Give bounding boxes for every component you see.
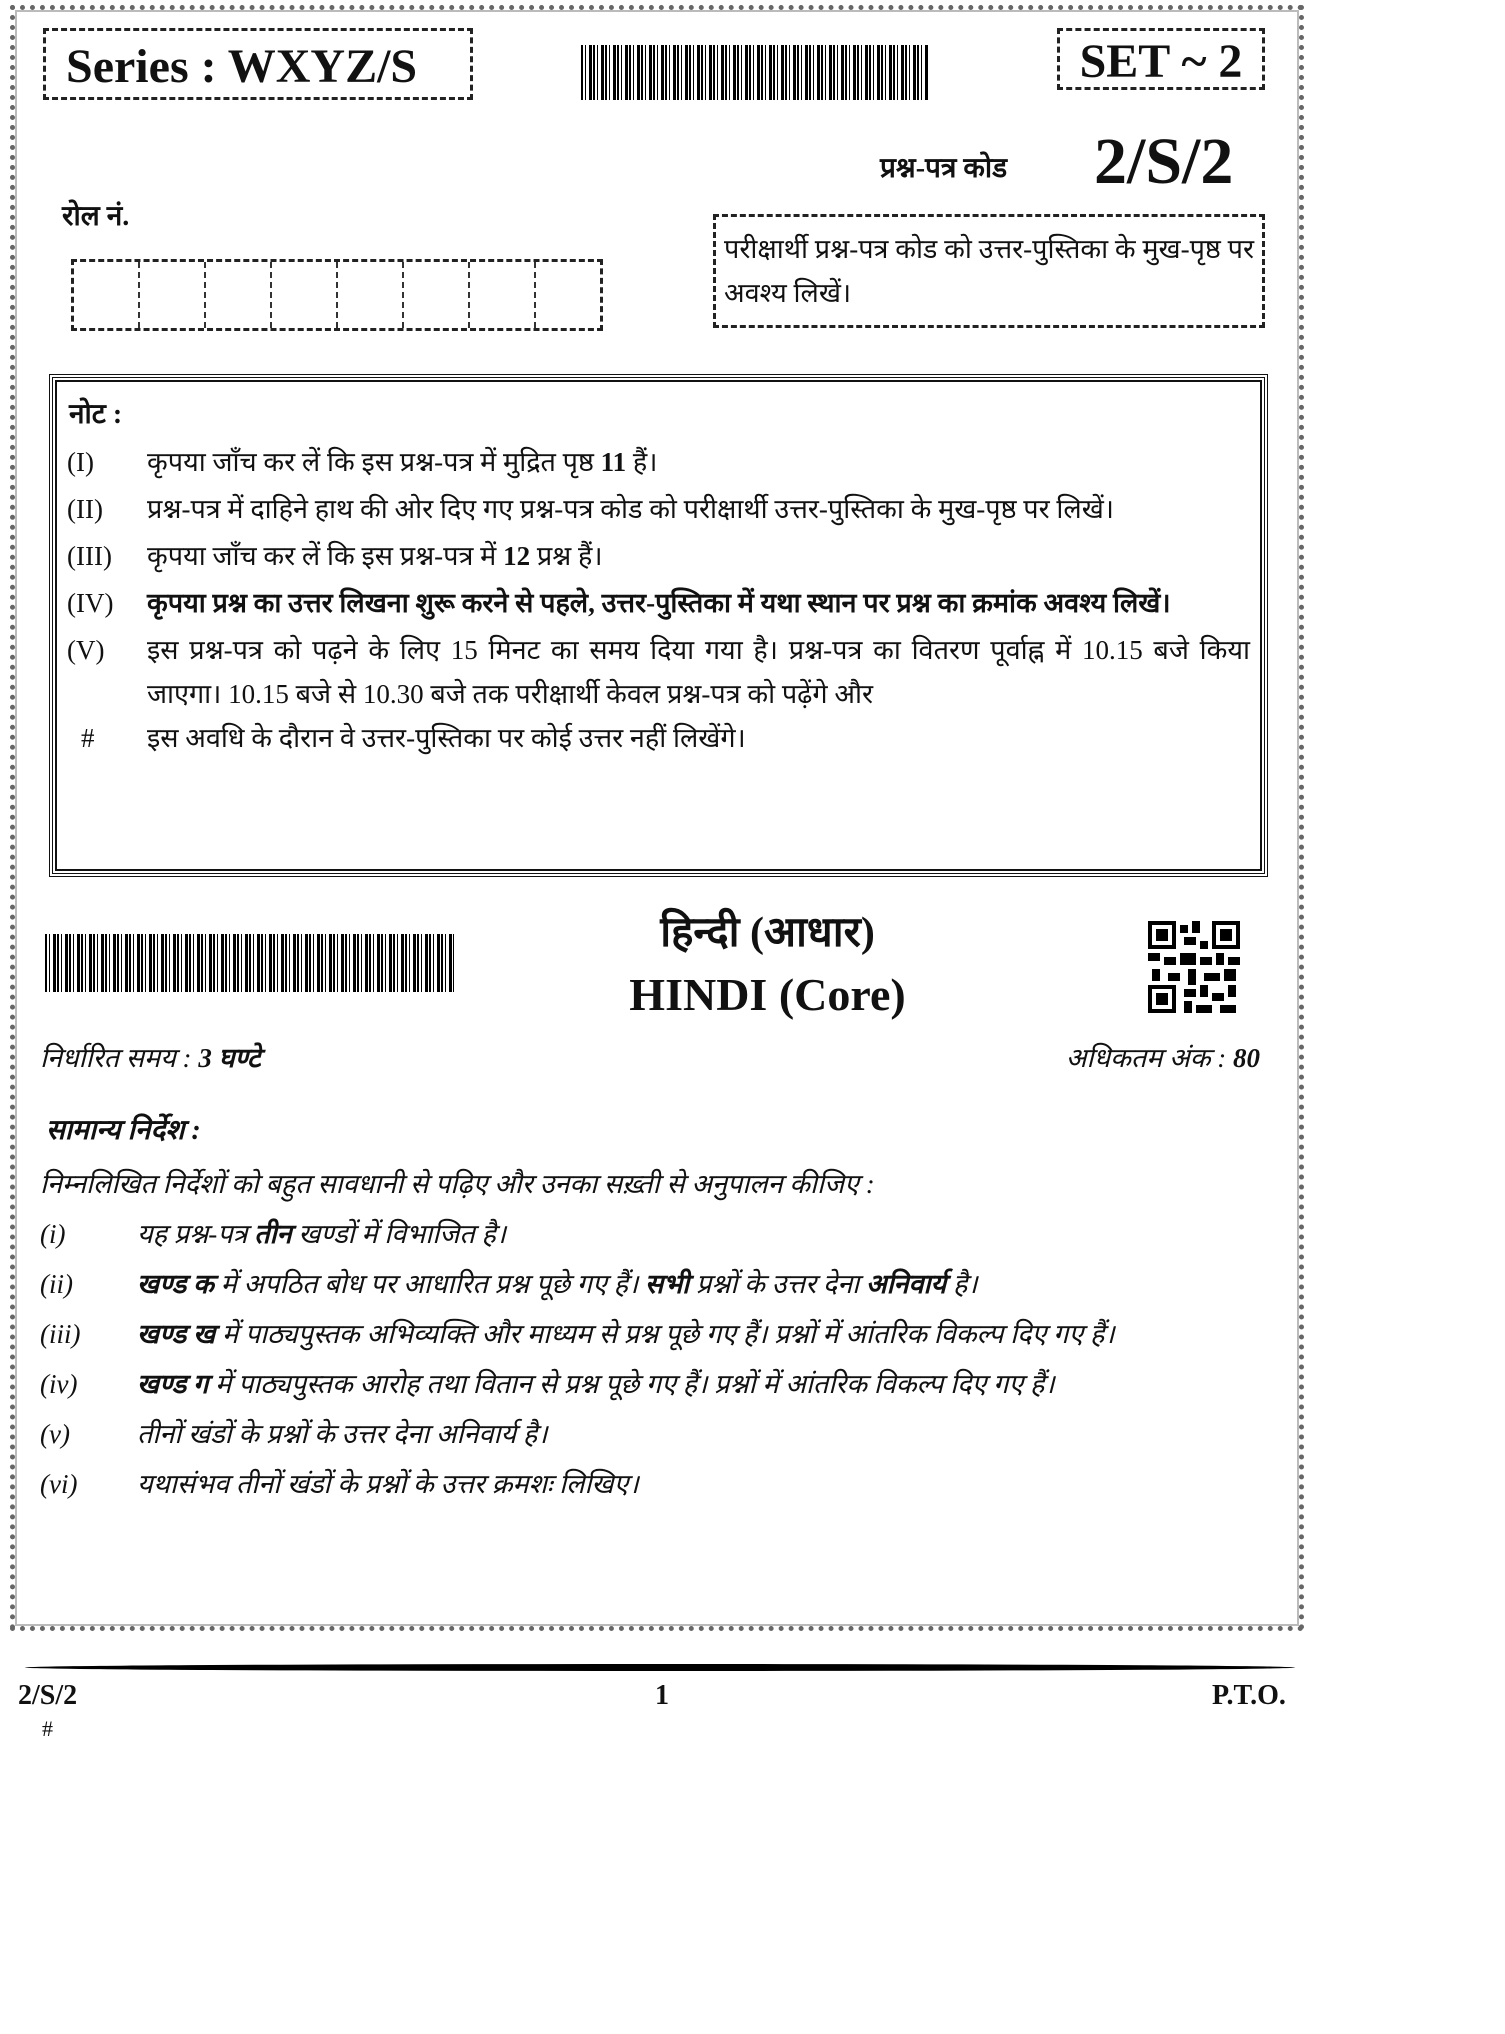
instruction-num: (iv) bbox=[40, 1369, 78, 1399]
instruction-item bbox=[40, 1212, 1265, 1256]
note-text: प्रश्न-पत्र में दाहिने हाथ की ओर दिए गए प्रश्न-पत्र कोड को परीक्षार्थी उत्तर-पुस्तिका के मुख-पृष्ठ पर लिखें। bbox=[147, 494, 1115, 524]
instruction-item bbox=[40, 1362, 1265, 1406]
paper-code-instruction: परीक्षार्थी प्रश्न-पत्र कोड को उत्तर-पुस्तिका के मुख-पृष्ठ पर अवश्य लिखें। bbox=[724, 234, 1254, 308]
set-label: SET ~ 2 bbox=[1079, 35, 1243, 88]
note-marker: # bbox=[81, 723, 95, 753]
marks-value: 80 bbox=[1233, 1043, 1260, 1073]
instruction-item bbox=[40, 1462, 1265, 1506]
roll-cell[interactable] bbox=[140, 262, 206, 328]
paper-code-instruction-box bbox=[713, 214, 1265, 328]
instruction-num: (vi) bbox=[40, 1469, 78, 1499]
paper-code-label: प्रश्न-पत्र कोड bbox=[880, 153, 1008, 184]
max-marks bbox=[1066, 1038, 1260, 1075]
note-text: कृपया जाँच कर लें कि इस प्रश्न-पत्र में मुद्रित पृष्ठ bbox=[147, 447, 601, 477]
note-text: हैं। bbox=[626, 447, 658, 477]
time-value: 3 घण्टे bbox=[198, 1043, 261, 1073]
instruction-num: (ii) bbox=[40, 1269, 73, 1299]
note-bold: 12 bbox=[503, 541, 531, 571]
note-num: (IV) bbox=[67, 588, 114, 618]
instruction-item bbox=[40, 1312, 1265, 1356]
set-box bbox=[1057, 28, 1265, 90]
note-text: इस प्रश्न-पत्र को पढ़ने के लिए 15 मिनट का समय दिया गया है। प्रश्न-पत्र का वितरण पूर्वाह्न में 10.15 बजे किया जाएगा। 10.15 बजे से 10.30 बजे तक परीक्षार्थी केवल प्रश्न-पत्र को पढ़ेंगे और bbox=[147, 635, 1250, 709]
note-item bbox=[67, 534, 1250, 578]
instruction-text: यथासंभव तीनों खंडों के प्रश्नों के उत्तर क्रमशः लिखिए। bbox=[137, 1469, 639, 1499]
time-allowed bbox=[40, 1038, 261, 1075]
note-box bbox=[49, 374, 1268, 877]
general-instructions bbox=[40, 1110, 1265, 1512]
instruction-text: प्रश्नों के उत्तर देना bbox=[689, 1269, 866, 1299]
instruction-bold: तीन bbox=[254, 1219, 292, 1249]
note-text: इस अवधि के दौरान वे उत्तर-पुस्तिका पर कोई उत्तर नहीं लिखेंगे। bbox=[147, 723, 746, 753]
note-title: नोट : bbox=[69, 399, 123, 430]
note-num: (V) bbox=[67, 635, 105, 665]
instruction-bold: खण्ड क bbox=[137, 1269, 214, 1299]
general-intro-text: निम्नलिखित निर्देशों को बहुत सावधानी से पढ़िए और उनका सख़्ती से अनुपालन कीजिए : bbox=[40, 1169, 875, 1199]
instruction-text: है। bbox=[946, 1269, 978, 1299]
note-item bbox=[67, 440, 1250, 484]
note-bold: 11 bbox=[600, 447, 627, 477]
footer-divider bbox=[25, 1664, 1295, 1671]
subject-title-english: HINDI (Core) bbox=[629, 969, 906, 1020]
qr-code-icon bbox=[1148, 921, 1240, 1013]
general-instructions-title: सामान्य निर्देश : bbox=[46, 1115, 201, 1146]
roll-cell[interactable] bbox=[470, 262, 536, 328]
note-num: (II) bbox=[67, 494, 103, 524]
marks-label: अधिकतम अंक : bbox=[1065, 1043, 1233, 1073]
series-label: Series : WXYZ/S bbox=[66, 40, 418, 93]
time-label: निर्धारित समय : bbox=[40, 1043, 199, 1073]
instruction-num: (iii) bbox=[40, 1319, 81, 1349]
instruction-item bbox=[40, 1412, 1265, 1456]
page-number: 1 bbox=[655, 1680, 669, 1711]
note-text: कृपया जाँच कर लें कि इस प्रश्न-पत्र में bbox=[147, 541, 504, 571]
note-item bbox=[67, 716, 1250, 760]
instruction-text: खण्डों में विभाजित है। bbox=[291, 1219, 507, 1249]
roll-cell[interactable] bbox=[536, 262, 600, 328]
instruction-text: तीनों खंडों के प्रश्नों के उत्तर देना अनिवार्य है। bbox=[137, 1419, 548, 1449]
instruction-bold: खण्ड ग bbox=[137, 1369, 209, 1399]
instruction-num: (v) bbox=[40, 1419, 70, 1449]
roll-number-boxes[interactable] bbox=[71, 259, 603, 331]
roll-cell[interactable] bbox=[404, 262, 470, 328]
note-num: (III) bbox=[67, 541, 112, 571]
instruction-text: में अपठित बोध पर आधारित प्रश्न पूछे गए हैं। bbox=[213, 1269, 645, 1299]
instruction-num: (i) bbox=[40, 1219, 66, 1249]
general-intro bbox=[40, 1162, 1265, 1206]
footer-marker: # bbox=[42, 1716, 53, 1741]
please-turn-over: P.T.O. bbox=[1212, 1680, 1286, 1711]
instruction-item bbox=[40, 1262, 1265, 1306]
note-item bbox=[67, 487, 1250, 531]
barcode-top bbox=[581, 45, 929, 100]
instruction-text: में पाठ्यपुस्तक आरोह तथा वितान से प्रश्न पूछे गए हैं। प्रश्नों में आंतरिक विकल्प दिए गए हैं। bbox=[208, 1369, 1055, 1399]
instruction-bold: अनिवार्य bbox=[865, 1269, 947, 1299]
instruction-text: यह प्रश्न-पत्र bbox=[137, 1219, 255, 1249]
roll-cell[interactable] bbox=[74, 262, 140, 328]
instruction-bold: सभी bbox=[644, 1269, 690, 1299]
note-item bbox=[67, 628, 1250, 716]
subject-title-hindi: हिन्दी (आधार) bbox=[660, 910, 875, 956]
roll-number-label: रोल नं. bbox=[62, 201, 130, 232]
instruction-bold: खण्ड ख bbox=[137, 1319, 216, 1349]
footer-paper-code: 2/S/2 bbox=[18, 1680, 78, 1711]
roll-cell[interactable] bbox=[338, 262, 404, 328]
roll-cell[interactable] bbox=[206, 262, 272, 328]
instruction-text: में पाठ्यपुस्तक अभिव्यक्ति और माध्यम से प्रश्न पूछे गए हैं। प्रश्नों में आंतरिक विकल्प दिए गए हैं। bbox=[215, 1319, 1115, 1349]
note-text: प्रश्न हैं। bbox=[530, 541, 603, 571]
note-item bbox=[67, 581, 1250, 625]
note-num: (I) bbox=[67, 447, 94, 477]
note-text: कृपया प्रश्न का उत्तर लिखना शुरू करने से पहले, उत्तर-पुस्तिका में यथा स्थान पर प्रश्न का क्रमांक अवश्य लिखें। bbox=[147, 588, 1171, 618]
series-box bbox=[43, 28, 473, 100]
roll-cell[interactable] bbox=[272, 262, 338, 328]
paper-code: 2/S/2 bbox=[1094, 125, 1234, 198]
